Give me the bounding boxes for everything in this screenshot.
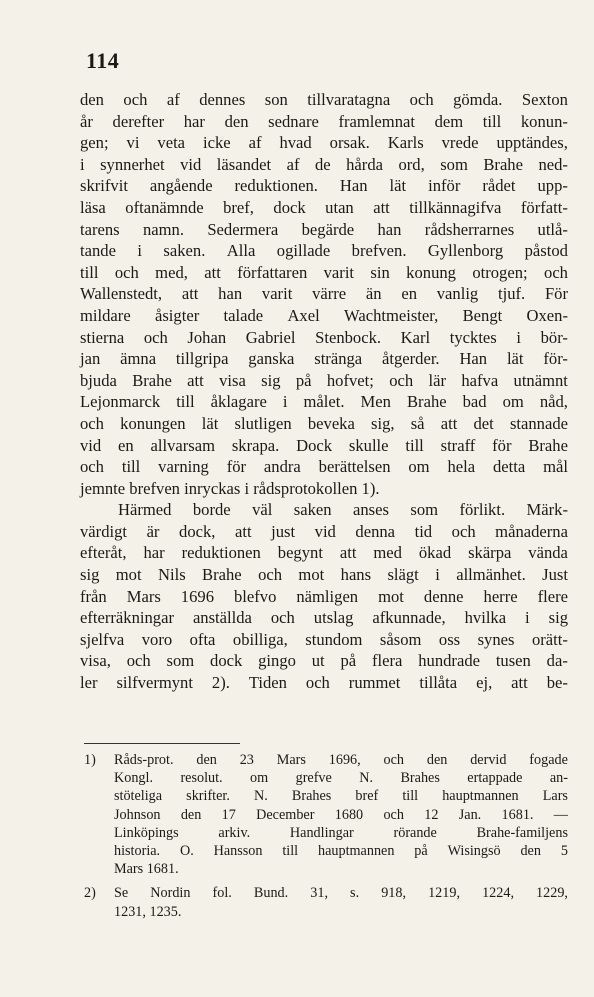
body-line: ler silfvermynt 2). Tiden och rummet tillåta ej, att be-: [80, 673, 568, 693]
body-line: tande i saken. Alla ogillade brefven. Gyllenborg påstod: [80, 241, 568, 261]
body-line: från Mars 1696 blefvo nämligen mot denne herre flere: [80, 586, 568, 606]
body-line: jemnte brefven inryckas i rådsprotokollen 1).: [80, 478, 380, 498]
footnote: [84, 751, 568, 878]
body-line: sig mot Nils Brahe och mot hans slägt i allmänhet. Just: [80, 565, 568, 585]
body-line: visa, och som dock gingo ut på flera hundrade tusen da-: [80, 651, 568, 671]
body-line: år derefter har den sednare framlemnat dem till konun-: [80, 111, 568, 131]
body-line: till och med, att författaren varit sin konung otrogen; och: [80, 262, 568, 282]
body-line: och konungen lät slutligen beveka sig, så att det stannade: [80, 413, 568, 433]
body-line: skrifvit angående reduktionen. Han lät inför rådet upp-: [80, 176, 568, 196]
body-line: Wallenstedt, att han varit värre än en vanlig tjuf. För: [80, 284, 568, 304]
body-line: tarens namn. Sedermera begärde han rådsherrarnes utlå-: [80, 219, 568, 239]
body-text: [80, 89, 568, 694]
body-line: Lejonmarck till åklagare i målet. Men Brahe bad om nåd,: [80, 392, 568, 412]
footnote-line: Johnson den 17 December 1680 och 12 Jan. 1681. —: [114, 806, 568, 823]
body-line: värdigt är dock, att just vid denna tid och månaderna: [80, 521, 568, 541]
footnote-line: 1231, 1235.: [114, 903, 182, 920]
footnote-line: Linköpings arkiv. Handlingar rörande Brahe-familjens: [114, 824, 568, 841]
body-line: jan ämna tillgripa ganska stränga åtgerder. Han lät för-: [80, 349, 568, 369]
body-line: efterräkningar anställda och utslag afkunnade, hvilka i sig: [80, 608, 568, 628]
body-line: sjelfva voro ofta obilliga, stundom såsom oss synes orätt-: [80, 629, 568, 649]
body-line: bjuda Brahe att visa sig på hofvet; och lär hafva utnämnt: [80, 370, 568, 390]
body-line: Härmed borde väl saken anses som förlikt. Märk-: [118, 500, 568, 520]
body-line: i synnerhet vid läsandet af de hårda ord, som Brahe ned-: [80, 154, 568, 174]
body-line: läsa oftanämnde bref, dock utan att tillkännagifva författ-: [80, 197, 568, 217]
footnote-line: Mars 1681.: [114, 861, 179, 878]
footnote-marker: 2): [84, 885, 96, 902]
footnotes: [84, 751, 568, 927]
footnote-line: Se Nordin fol. Bund. 31, s. 918, 1219, 1224, 1229,: [114, 885, 568, 902]
body-line: efteråt, har reduktionen begynt att med ökad skärpa vända: [80, 543, 568, 563]
footnote-line: historia. O. Hansson till hauptmannen på Wisingsö den 5: [114, 842, 568, 859]
body-line: gen; vi veta icke af hvad orsak. Karls vrede upptändes,: [80, 133, 568, 153]
page-number: 114: [86, 48, 120, 73]
body-line: stierna och Johan Gabriel Stenbock. Karl tycktes i bör-: [80, 327, 568, 347]
body-line: mildare åsigter talade Axel Wachtmeister, Bengt Oxen-: [80, 305, 568, 325]
body-line: den och af dennes son tillvaratagna och gömda. Sexton: [80, 90, 568, 109]
footnote: [84, 884, 568, 920]
footnote-line: Råds-prot. den 23 Mars 1696, och den dervid fogade: [114, 752, 568, 768]
footnote-divider: [84, 743, 240, 744]
footnote-line: Kongl. resolut. om grefve N. Brahes ertappade an-: [114, 770, 568, 787]
footnote-marker: 1): [84, 752, 96, 768]
footnote-line: stöteliga skrifter. N. Brahes bref till hauptmannen Lars: [114, 788, 568, 805]
body-line: vid en allvarsam skrapa. Dock skulle till straff för Brahe: [80, 435, 568, 455]
body-line: och till varning för andra berättelsen om hela detta mål: [80, 457, 568, 477]
